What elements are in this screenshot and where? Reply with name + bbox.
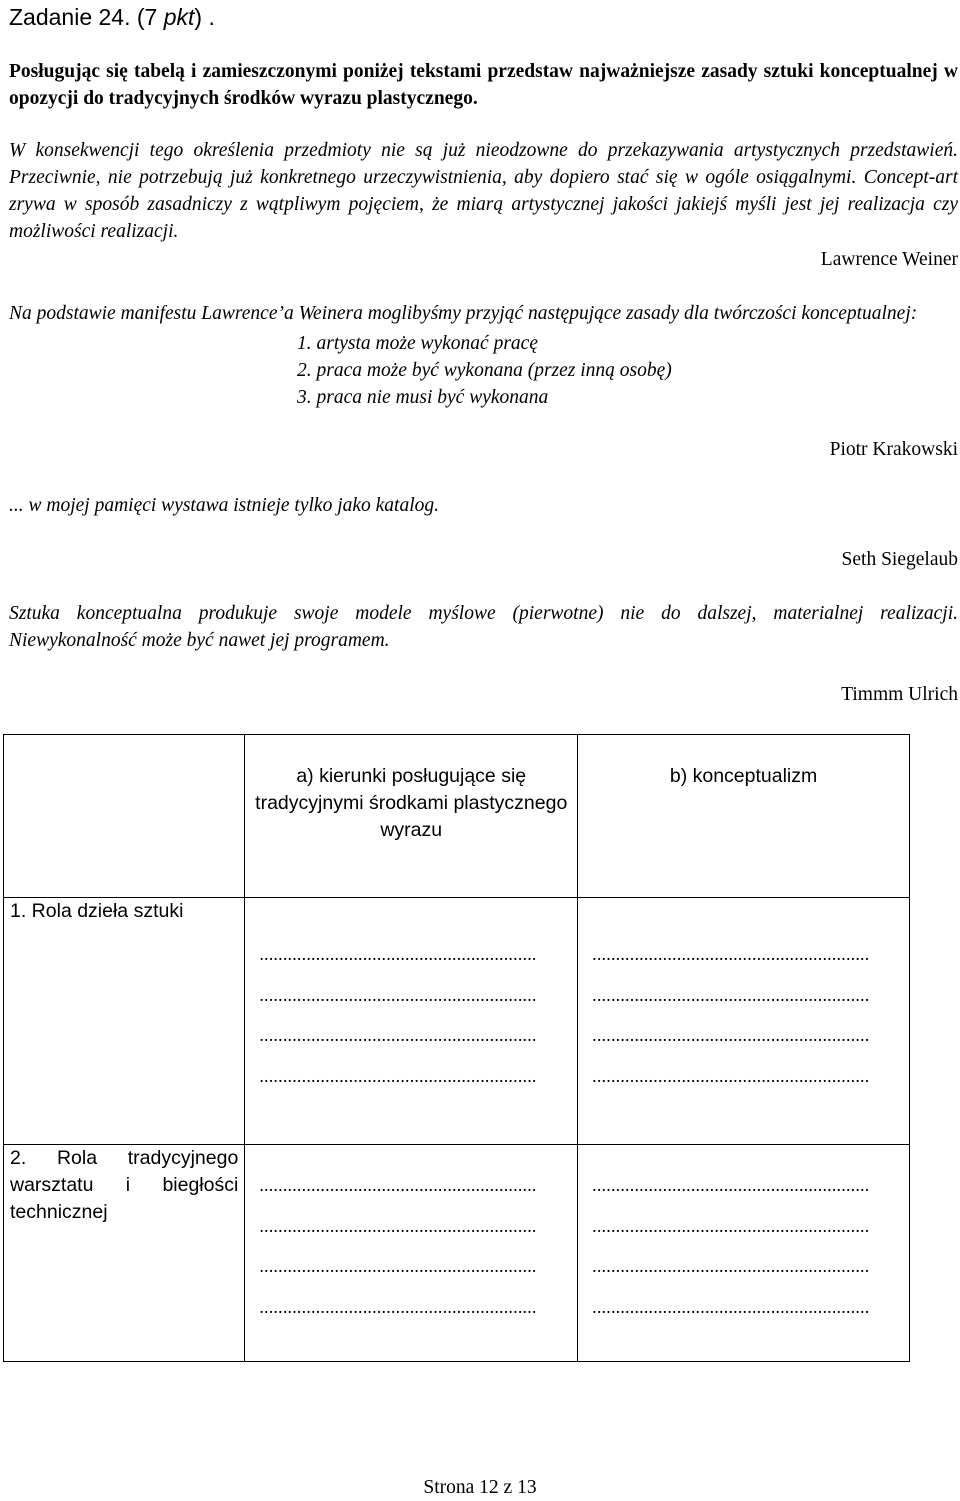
- answer-line[interactable]: ...........................................................: [592, 1175, 870, 1195]
- answer-cell-2a[interactable]: [245, 1145, 578, 1362]
- answer-line[interactable]: ...........................................................: [592, 1065, 870, 1086]
- krakowski-rule: 3. praca nie musi być wykonana: [297, 387, 549, 408]
- krakowski-rules-list: [297, 330, 672, 411]
- answer-line[interactable]: ...........................................................: [592, 1256, 870, 1276]
- answer-table-row-label-2: 2. Rola tradycyjnego warsztatu i biegłości technicznej: [4, 1145, 245, 1362]
- quote-krakowski-intro-text: Na podstawie manifestu Lawrence’a Weinera moglibyśmy przyjąć następujące zasady dla twórczości konceptualnej:: [9, 303, 918, 324]
- answer-table-header-b: b) konceptualizm: [578, 735, 910, 898]
- answer-table-corner-cell: [4, 735, 245, 898]
- quote-author-krakowski: Piotr Krakowski: [829, 439, 958, 460]
- task-title-points: pkt: [163, 4, 195, 30]
- answer-cell-2b[interactable]: [578, 1145, 910, 1362]
- task-instruction: Posługując się tabelą i zamieszczonymi poniżej tekstami przedstaw najważniejsze zasady sztuki konceptualnej w opozycji do tradycyjnych środków wyrazu plastycznego.: [9, 61, 958, 109]
- quote-weiner: W konsekwencji tego określenia przedmioty nie są już nieodzowne do przekazywania artystycznych przedstawień. Przeciwnie, nie potrzebują już konkretnego urzeczywistnienia, aby dopiero stać się w ogóle osiągalnymi. Concept-art zrywa w sposób zasadniczy z wątpliwym pojęciem, że miarą artystycznej jakości jakiejś myśli jest jej realizacja czy możliwości realizacji.: [9, 140, 958, 242]
- krakowski-rule: 2. praca może być wykonana (przez inną osobę): [297, 360, 672, 381]
- task-title: [9, 2, 215, 32]
- answer-line[interactable]: ...........................................................: [259, 1175, 537, 1195]
- quote-krakowski-intro: [9, 300, 958, 327]
- answer-line[interactable]: ...........................................................: [259, 1215, 537, 1236]
- answer-line[interactable]: ...........................................................: [259, 984, 537, 1005]
- answer-line[interactable]: ...........................................................: [259, 1065, 537, 1086]
- task-title-end: ) .: [194, 4, 215, 30]
- answer-line[interactable]: ...........................................................: [259, 1025, 537, 1045]
- answer-line[interactable]: ...........................................................: [592, 984, 870, 1005]
- answer-line[interactable]: ...........................................................: [592, 1215, 870, 1236]
- answer-line[interactable]: ...........................................................: [259, 944, 537, 964]
- answer-table-row: [4, 1145, 910, 1362]
- answer-line[interactable]: ...........................................................: [592, 1296, 870, 1317]
- answer-line[interactable]: ...........................................................: [592, 944, 870, 964]
- answer-table-header-a: a) kierunki posługujące się tradycyjnymi środkami plastycznego wyrazu: [245, 735, 578, 898]
- answer-table-header-row: [4, 735, 910, 898]
- page-footer: Strona 12 z 13: [423, 1477, 537, 1498]
- answer-table-row-label-1: 1. Rola dzieła sztuki: [4, 898, 245, 1145]
- krakowski-rule: 1. artysta może wykonać pracę: [297, 333, 538, 354]
- task-title-main: Zadanie 24. (7: [9, 4, 164, 30]
- quote-ulrich: Sztuka konceptualna produkuje swoje modele myślowe (pierwotne) nie do dalszej, materialnej realizacji. Niewykonalność może być nawet jej programem.: [9, 603, 958, 651]
- quote-siegelaub: ... w mojej pamięci wystawa istnieje tylko jako katalog.: [9, 495, 440, 516]
- answer-line[interactable]: ...........................................................: [259, 1256, 537, 1276]
- answer-table: [3, 734, 910, 1362]
- answer-cell-1b[interactable]: [578, 898, 910, 1145]
- quote-author-weiner: Lawrence Weiner: [820, 249, 958, 270]
- answer-line[interactable]: ...........................................................: [592, 1025, 870, 1045]
- quote-author-siegelaub: Seth Siegelaub: [841, 549, 958, 570]
- answer-cell-1a[interactable]: [245, 898, 578, 1145]
- answer-table-row: [4, 898, 910, 1145]
- answer-line[interactable]: ...........................................................: [259, 1296, 537, 1317]
- quote-author-ulrich: Timmm Ulrich: [841, 684, 958, 705]
